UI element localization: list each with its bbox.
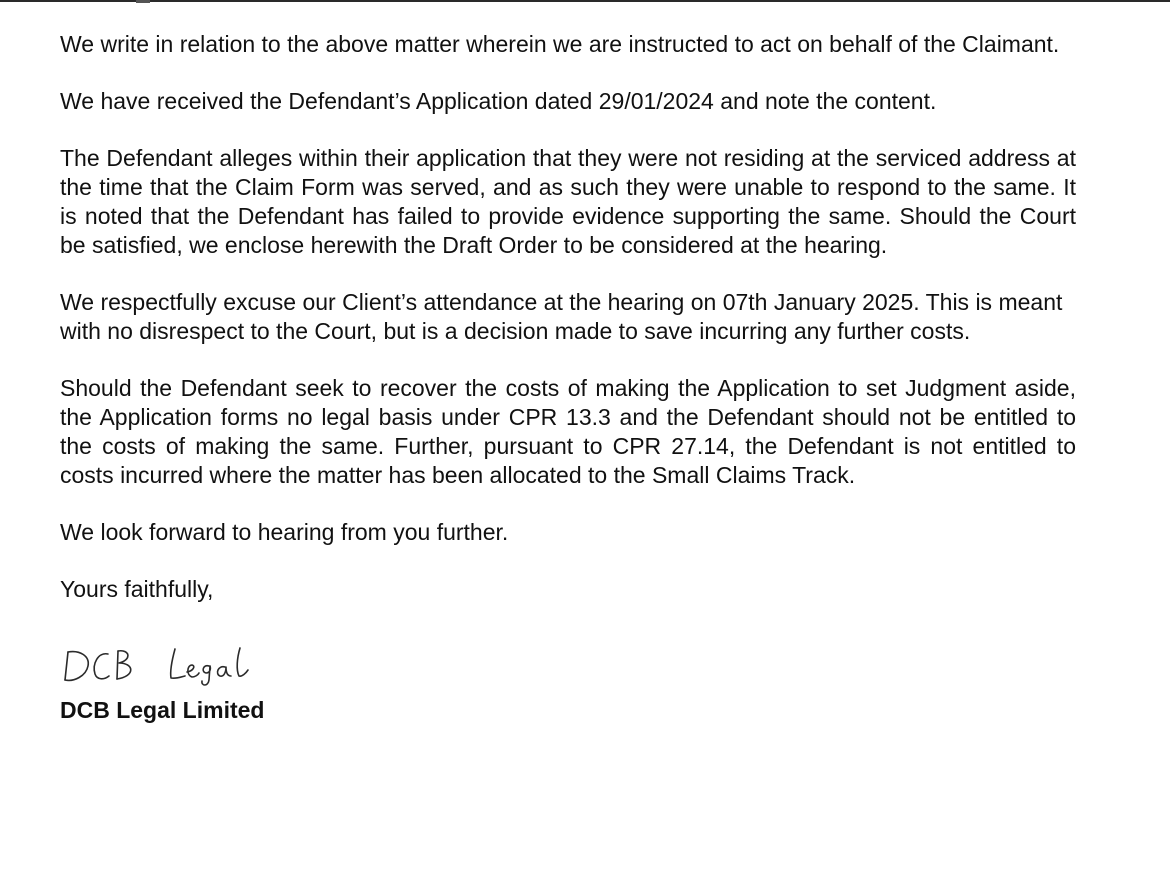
paragraph-look-forward: We look forward to hearing from you further. xyxy=(60,519,509,545)
paragraph-defendant-allegation: The Defendant alleges within their application that they were not residing at the serviced address at the time that the Claim Form was served, and as such they were unable to respond to the same. It is noted that the Defendant has failed to provide evidence supporting the same. Should the Court be satisfied, we enclose herewith the Draft Order to be considered at the hearing. xyxy=(60,145,1076,258)
paragraph-costs: Should the Defendant seek to recover the costs of making the Application to set Judgment aside, the Application forms no legal basis under CPR 13.3 and the Defendant should not be entitled to the costs of making the same. Further, pursuant to CPR 27.14, the Defendant is not entitled to costs incurred where the matter has been allocated to the Small Claims Track. xyxy=(60,375,1076,488)
letter-body xyxy=(60,30,1076,725)
top-rule xyxy=(0,0,1170,2)
paragraph-application-received: We have received the Defendant’s Application dated 29/01/2024 and note the content. xyxy=(60,88,937,114)
handwritten-signature xyxy=(62,642,272,688)
paragraph-instruction: We write in relation to the above matter wherein we are instructed to act on behalf of the Claimant. xyxy=(60,31,1060,57)
cropped-text-fragment xyxy=(136,0,150,3)
paragraph-attendance: We respectfully excuse our Client’s attendance at the hearing on 07th January 2025. This is meant with no disrespect to the Court, but is a decision made to save incurring any further costs. xyxy=(60,289,1063,344)
company-name: DCB Legal Limited xyxy=(60,697,265,723)
closing-salutation: Yours faithfully, xyxy=(60,576,214,602)
